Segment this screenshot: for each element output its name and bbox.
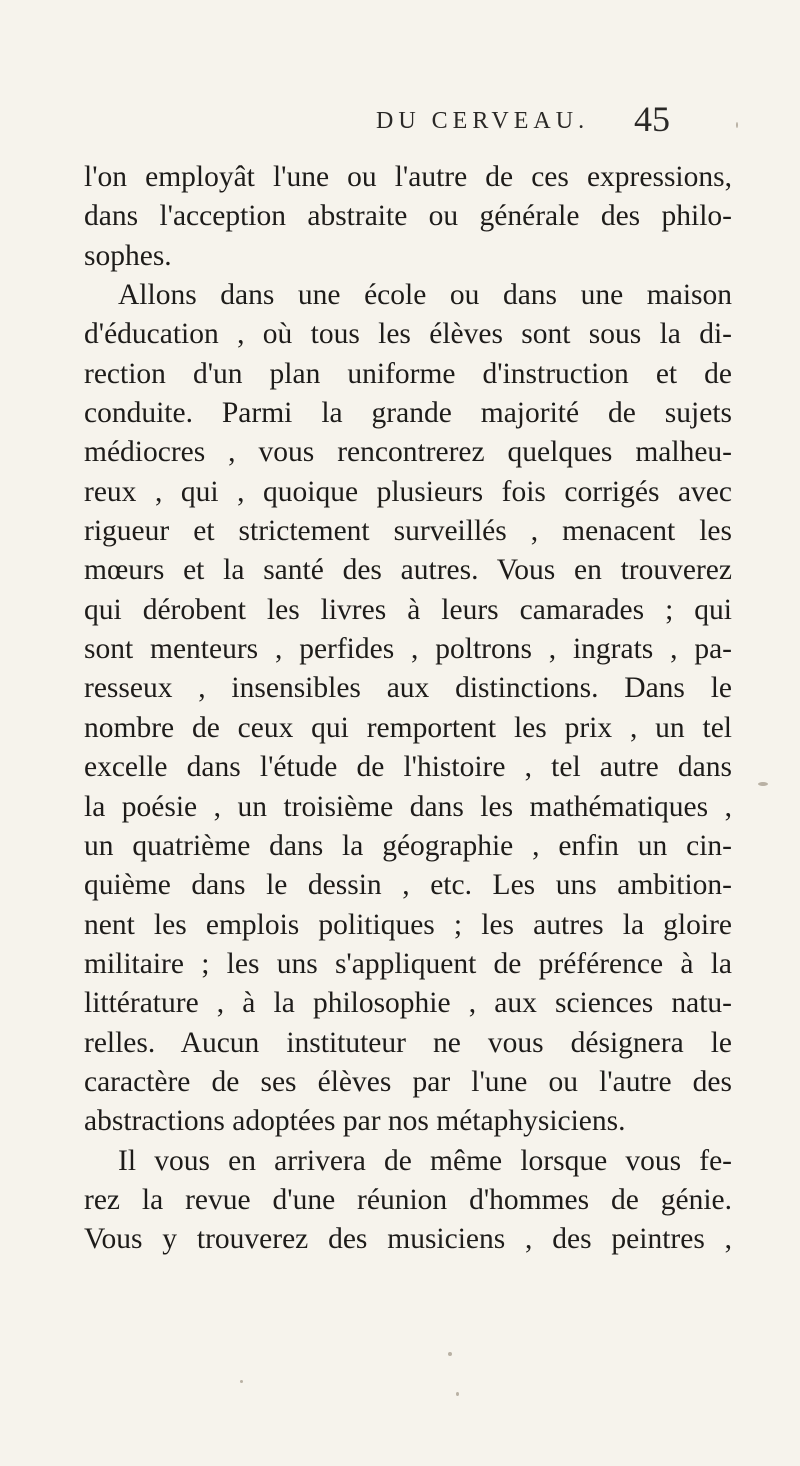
text-line: nombre de ceux qui remportent les prix , un tel: [84, 711, 732, 744]
paper-speck: [240, 1380, 243, 1383]
text-line: rigueur et strictement surveillés , menacent les: [84, 515, 732, 548]
text-line: mœurs et la santé des autres. Vous en trouverez: [84, 554, 732, 587]
text-line: resseux , insensibles aux distinctions. Dans le: [84, 672, 732, 705]
text-line: reux , qui , quoique plusieurs fois corrigés avec: [84, 475, 732, 508]
paper-speck: [456, 1392, 459, 1396]
text-line: rection d'un plan uniforme d'instruction et de: [84, 357, 732, 390]
running-head: [0, 98, 800, 148]
text-line: relles. Aucun instituteur ne vous désignera le: [84, 1026, 732, 1059]
text-line: sont menteurs , perfides , poltrons , ingrats , pa-: [84, 633, 732, 666]
text-line: dans l'acception abstraite ou générale des philo-: [84, 200, 732, 233]
paper-speck: [448, 1352, 452, 1356]
text-line: la poésie , un troisième dans les mathématiques ,: [84, 790, 732, 823]
text-line: rez la revue d'une réunion d'hommes de génie.: [84, 1183, 732, 1216]
text-line: l'on employât l'une ou l'autre de ces expressions,: [84, 161, 732, 193]
text-line: un quatrième dans la géographie , enfin un cin-: [84, 829, 732, 862]
text-line: abstractions adoptées par nos métaphysiciens.: [84, 1105, 626, 1138]
text-line: littérature , à la philosophie , aux sciences natu-: [84, 987, 732, 1020]
page-number: 45: [634, 99, 670, 139]
text-line: militaire ; les uns s'appliquent de préférence à la: [84, 947, 732, 980]
text-line: Allons dans une école ou dans une maison: [118, 279, 732, 312]
text-line: Vous y trouverez des musiciens , des peintres ,: [84, 1223, 732, 1256]
running-title: DU CERVEAU.: [376, 108, 590, 134]
text-line: qui dérobent les livres à leurs camarades ; qui: [84, 593, 732, 626]
text-line: sophes.: [84, 239, 172, 272]
text-line: quième dans le dessin , etc. Les uns ambition-: [84, 869, 732, 902]
text-line: caractère de ses élèves par l'une ou l'autre des: [84, 1065, 732, 1098]
text-line: d'éducation , où tous les élèves sont sous la di-: [84, 318, 732, 351]
text-line: Il vous en arrivera de même lorsque vous fe-: [118, 1144, 732, 1177]
text-line: nent les emplois politiques ; les autres la gloire: [84, 908, 732, 941]
text-line: médiocres , vous rencontrerez quelques malheu-: [84, 436, 732, 469]
paper-speck: [736, 122, 738, 128]
paper-speck: [758, 782, 768, 786]
text-line: conduite. Parmi la grande majorité de sujets: [84, 397, 732, 430]
text-line: excelle dans l'étude de l'histoire , tel autre dans: [84, 751, 732, 784]
body-text: [84, 158, 732, 1260]
